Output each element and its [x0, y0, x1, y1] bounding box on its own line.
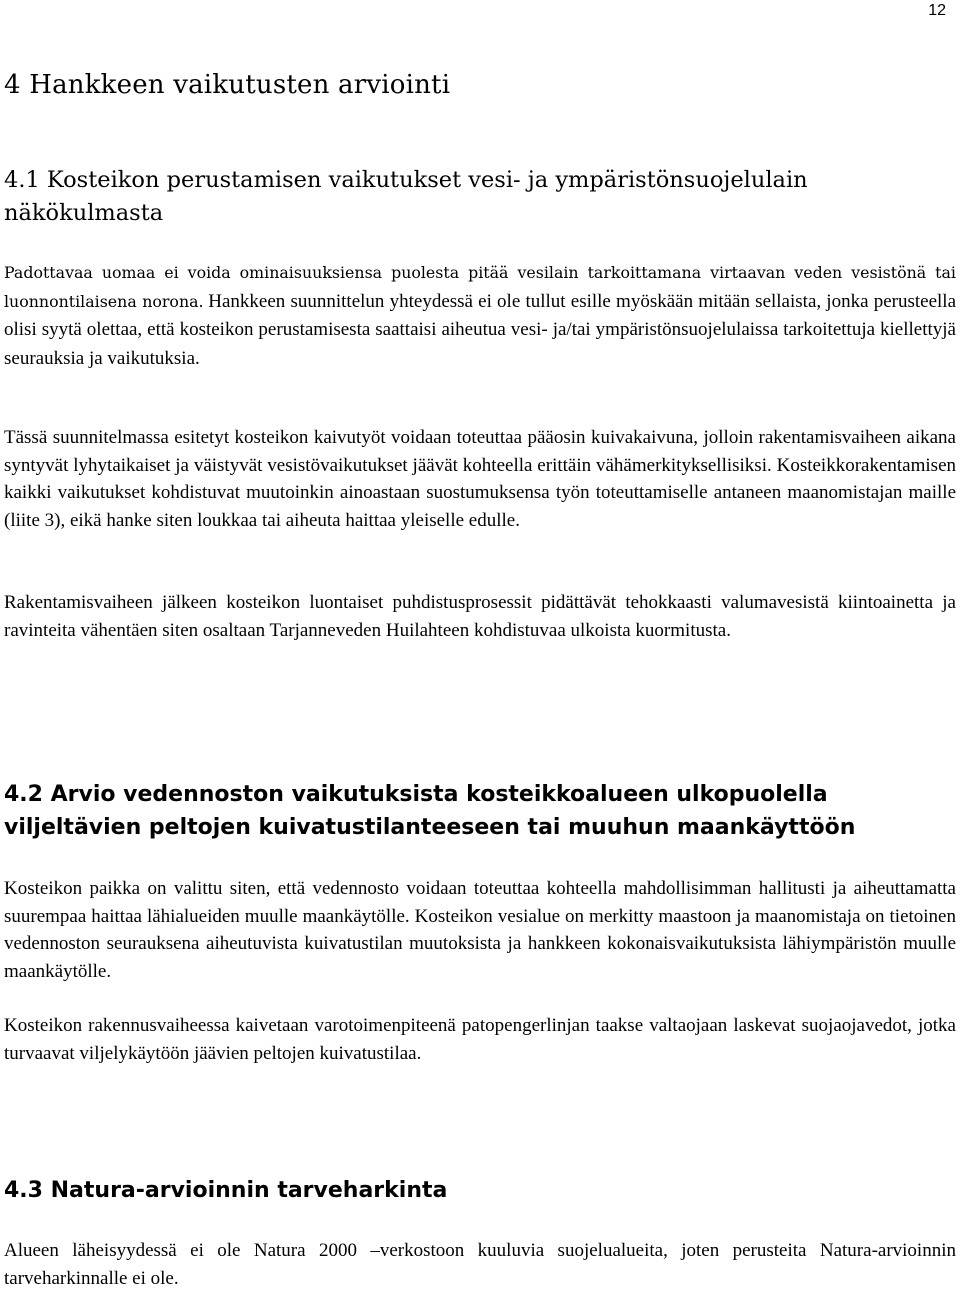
- paragraph-4-1-1: [4, 259, 956, 373]
- section-heading-4-1: 4.1 Kosteikon perustamisen vaikutukset vesi- ja ympäristönsuojelulain näkökulmasta: [4, 167, 808, 226]
- page-number: 12: [928, 2, 946, 19]
- section-heading-4-2: 4.2 Arvio vedennoston vaikutuksista kosteikkoalueen ulkopuolella viljeltävien peltojen kuivatustilanteeseen tai muuhun maankäyttöön: [4, 782, 856, 840]
- paragraph-4-1-1-part1: Padottavaa uomaa ei voida ominaisuuksiensa puolesta pitää vesilain tarkoittamana virtaavan veden vesistönä tai luonnontilaisena norona.: [4, 263, 956, 311]
- paragraph-4-1-1-part2: Hankkeen suunnittelun yhteydessä ei ole tullut esille myöskään mitään sellaista, jonka perusteella olisi syytä olettaa, että kosteikon perustamisesta saattaisi aiheutua vesi- ja/tai ympäristönsuojelulaissa tarkoitettuja kiellettyjä seurauksia ja vaikutuksia.: [4, 290, 957, 369]
- paragraph-4-3-1: Alueen läheisyydessä ei ole Natura 2000 –verkostoon kuuluvia suojelualueita, joten perusteita Natura-arvioinnin tarveharkinnalle ei ole.: [4, 1240, 956, 1289]
- section-heading-4: 4 Hankkeen vaikutusten arviointi: [4, 70, 451, 100]
- paragraph-4-2-1: Kosteikon paikka on valittu siten, että vedennosto voidaan toteuttaa kohteella mahdollisimman hallitusti ja aiheuttamatta suurempaa haittaa lähialueiden muulle maankäytölle. Kosteikon vesialue on merkitty maastoon ja maanomistaja on tietoinen vedennoston seurauksena aiheutuvista kuivatustilan muutoksista ja hankkeen kokonaisvaikutuksista lähiympäristön muulle maankäytölle.: [4, 878, 956, 982]
- paragraph-4-1-3: Rakentamisvaiheen jälkeen kosteikon luontaiset puhdistusprosessit pidättävät tehokkaasti valumavesistä kiintoainetta ja ravinteita vähentäen siten osaltaan Tarjanneveden Huilahteen kohdistuvaa ulkoista kuormitusta.: [4, 592, 956, 641]
- section-heading-4-3: 4.3 Natura-arvioinnin tarveharkinta: [4, 1178, 448, 1203]
- paragraph-4-1-2: Tässä suunnitelmassa esitetyt kosteikon kaivutyöt voidaan toteuttaa pääosin kuivakaivuna, jolloin rakentamisvaiheen aikana syntyvät lyhytaikaiset ja väistyvät vesistövaikutukset jäävät kohteella erittäin vähämerkityksellisiksi. Kosteikkorakentamisen kaikki vaikutukset kohdistuvat muutoinkin ainoastaan suostumuksensa työn toteuttamiselle antaneen maanomistajan maille (liite 3), eikä hanke siten loukkaa tai aiheuta haittaa yleiselle edulle.: [4, 427, 956, 531]
- paragraph-4-2-2: Kosteikon rakennusvaiheessa kaivetaan varotoimenpiteenä patopengerlinjan taakse valtaojaan laskevat suojaojavedot, jotka turvaavat viljelykäytöön jäävien peltojen kuivatustilaa.: [4, 1015, 956, 1064]
